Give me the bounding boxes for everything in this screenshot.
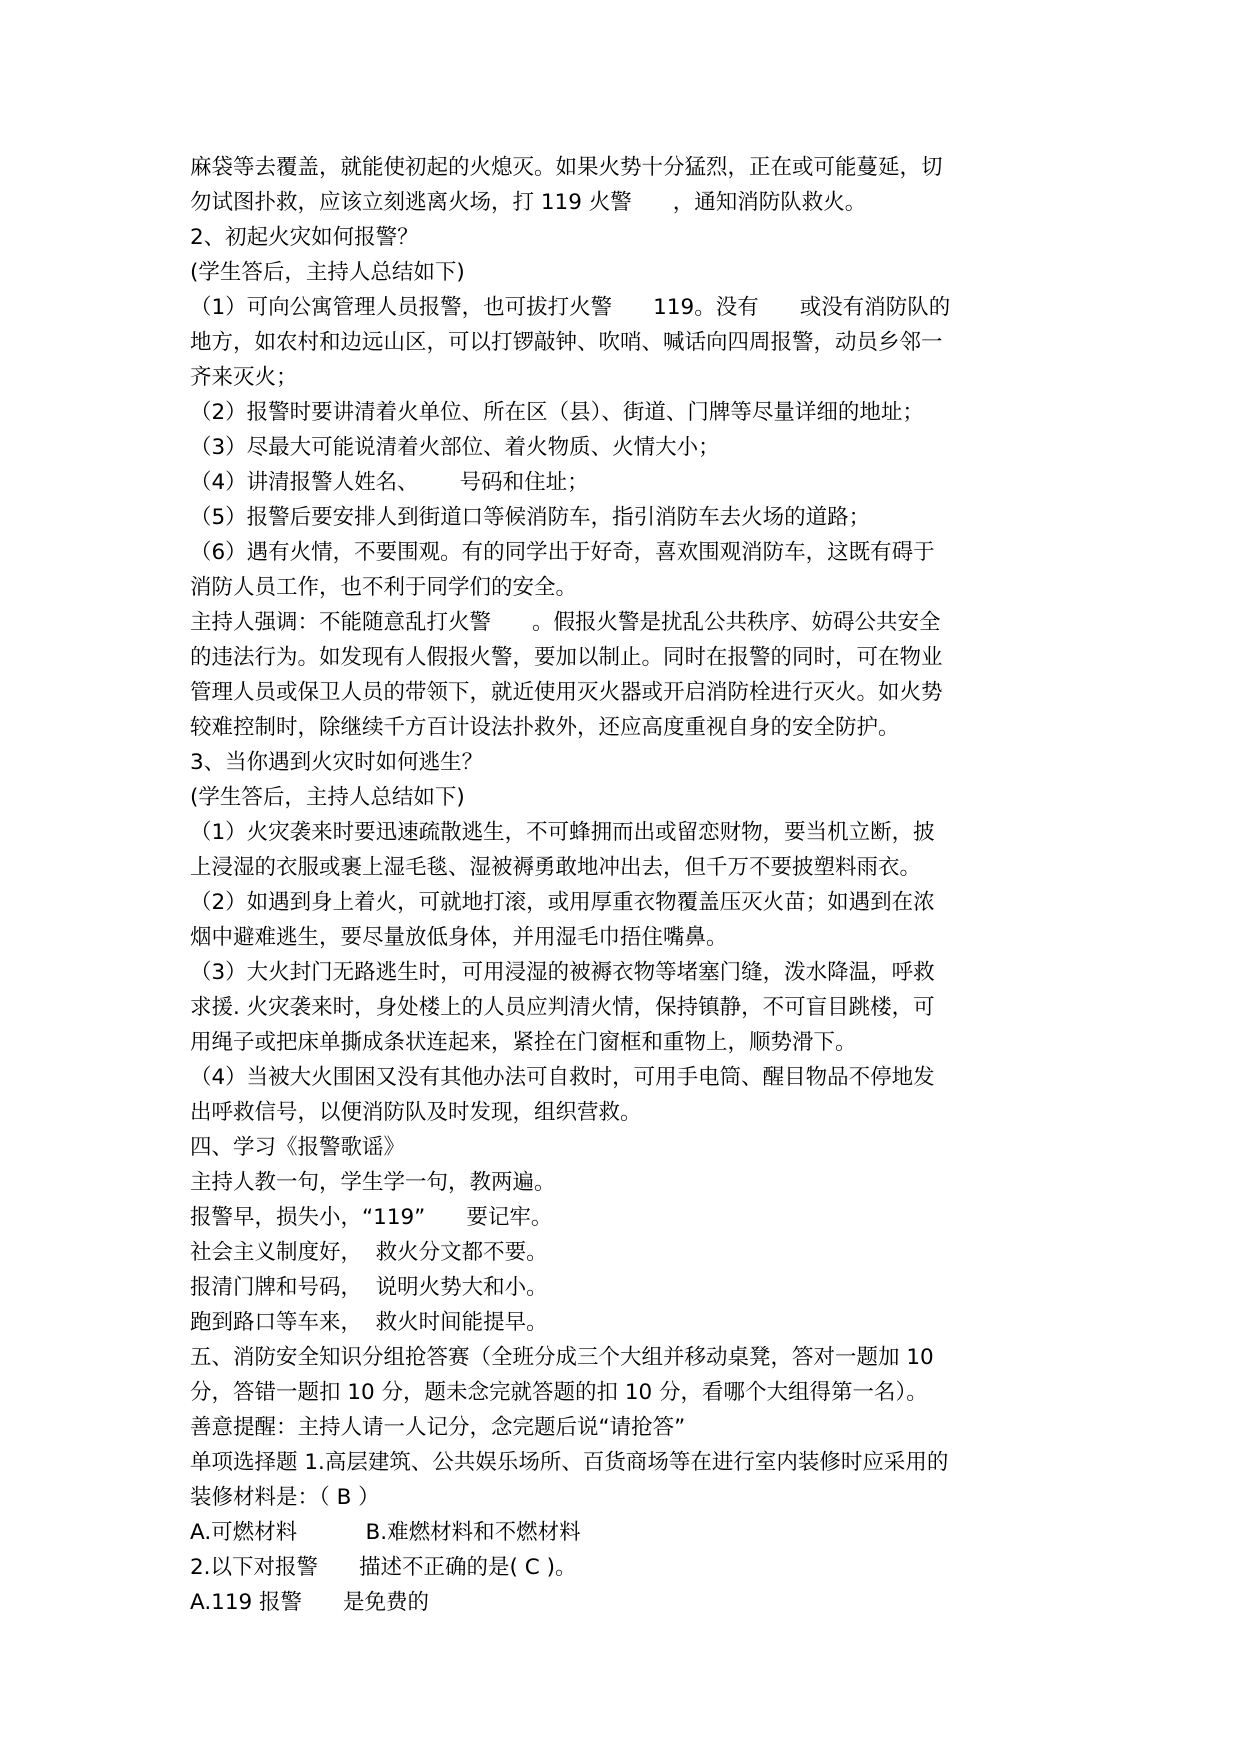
list-item: （4）当被大火围困又没有其他办法可自救时，可用手电筒、醒目物品不停地发 bbox=[190, 1065, 935, 1090]
document-page bbox=[190, 150, 1060, 1620]
text-line: 用绳子或把床单撕成条状连起来，紧拴在门窗框和重物上，顺势滑下。 bbox=[190, 1030, 857, 1055]
text-line: (学生答后，主持人总结如下) bbox=[190, 785, 465, 810]
text-line: 分，答错一题扣 10 分，题未念完就答题的扣 10 分，看哪个大组得第一名）。 bbox=[190, 1380, 928, 1405]
rhyme-line: 报清门牌和号码， 说明火势大和小。 bbox=[190, 1275, 548, 1300]
text-line: 较难控制时，除继续千方百计设法扑救外，还应高度重视自身的安全防护。 bbox=[190, 715, 900, 740]
text-line: 的违法行为。如发现有人假报火警，要加以制止。同时在报警的同时，可在物业 bbox=[190, 645, 943, 670]
section-heading: 3、当你遇到火灾时如何逃生？ bbox=[190, 750, 484, 775]
text-line: 齐来灭火； bbox=[190, 365, 298, 390]
text-line: 上浸湿的衣服或裹上湿毛毯、湿被褥勇敢地冲出去，但千万不要披塑料雨衣。 bbox=[190, 855, 922, 880]
list-item: （2）如遇到身上着火，可就地打滚，或用厚重衣物覆盖压灭火苗；如遇到在浓 bbox=[190, 890, 935, 915]
list-item: （3）尽最大可能说清着火部位、着火物质、火情大小； bbox=[190, 435, 720, 460]
question-line: 2.以下对报警 描述不正确的是( C )。 bbox=[190, 1555, 577, 1580]
question-line: 单项选择题 1.高层建筑、公共娱乐场所、百货商场等在进行室内装修时应采用的 bbox=[190, 1450, 949, 1475]
rhyme-line: 报警早，损失小，“119” 要记牢。 bbox=[190, 1205, 553, 1230]
answer-options: A.119 报警 是免费的 bbox=[190, 1590, 430, 1615]
text-line: 麻袋等去覆盖，就能使初起的火熄灭。如果火势十分猛烈，正在或可能蔓延，切 bbox=[190, 155, 943, 180]
list-item: （1）火灾袭来时要迅速疏散逃生，不可蜂拥而出或留恋财物，要当机立断，披 bbox=[190, 820, 935, 845]
question-line: 装修材料是：（ B ） bbox=[190, 1485, 380, 1510]
list-item: （1）可向公寓管理人员报警，也可拔打火警 119。没有 或没有消防队的 bbox=[190, 295, 951, 320]
list-item: （3）大火封门无路逃生时，可用浸湿的被褥衣物等堵塞门缝，泼水降温，呼救 bbox=[190, 960, 935, 985]
text-line: 勿试图扑救，应该立刻逃离火场，打 119 火警 ，通知消防队救火。 bbox=[190, 190, 867, 215]
rhyme-line: 社会主义制度好， 救火分文都不要。 bbox=[190, 1240, 548, 1265]
text-line: 烟中避难逃生，要尽量放低身体，并用湿毛巾捂住嘴鼻。 bbox=[190, 925, 728, 950]
text-line: 求援. 火灾袭来时，身处楼上的人员应判清火情，保持镇静，不可盲目跳楼，可 bbox=[190, 995, 935, 1020]
answer-options: A.可燃材料 B.难燃材料和不燃材料 bbox=[190, 1520, 581, 1545]
text-line: (学生答后，主持人总结如下) bbox=[190, 260, 465, 285]
text-line: 出呼救信号，以便消防队及时发现，组织营救。 bbox=[190, 1100, 642, 1125]
list-item: （6）遇有火情，不要围观。有的同学出于好奇，喜欢围观消防车，这既有碍于 bbox=[190, 540, 935, 565]
section-heading: 四、学习《报警歌谣》 bbox=[190, 1135, 406, 1160]
section-heading: 2、初起火灾如何报警？ bbox=[190, 225, 419, 250]
text-line: 消防人员工作，也不利于同学们的安全。 bbox=[190, 575, 578, 600]
section-heading: 五、消防安全知识分组抢答赛（全班分成三个大组并移动桌凳，答对一题加 10 bbox=[190, 1345, 934, 1370]
text-line: 地方，如农村和边远山区，可以打锣敲钟、吹哨、喊话向四周报警，动员乡邻一 bbox=[190, 330, 943, 355]
rhyme-line: 跑到路口等车来， 救火时间能提早。 bbox=[190, 1310, 548, 1335]
text-line: 管理人员或保卫人员的带领下，就近使用灭火器或开启消防栓进行灭火。如火势 bbox=[190, 680, 943, 705]
list-item: （4）讲清报警人姓名、 号码和住址； bbox=[190, 470, 589, 495]
text-line: 主持人强调：不能随意乱打火警 。假报火警是扰乱公共秩序、妨碍公共安全 bbox=[190, 610, 941, 635]
text-line: 主持人教一句，学生学一句，教两遍。 bbox=[190, 1170, 556, 1195]
text-line: 善意提醒：主持人请一人记分，念完题后说“请抢答” bbox=[190, 1415, 686, 1440]
list-item: （5）报警后要安排人到街道口等候消防车，指引消防车去火场的道路； bbox=[190, 505, 871, 530]
list-item: （2）报警时要讲清着火单位、所在区（县）、街道、门牌等尽量详细的地址； bbox=[190, 400, 924, 425]
